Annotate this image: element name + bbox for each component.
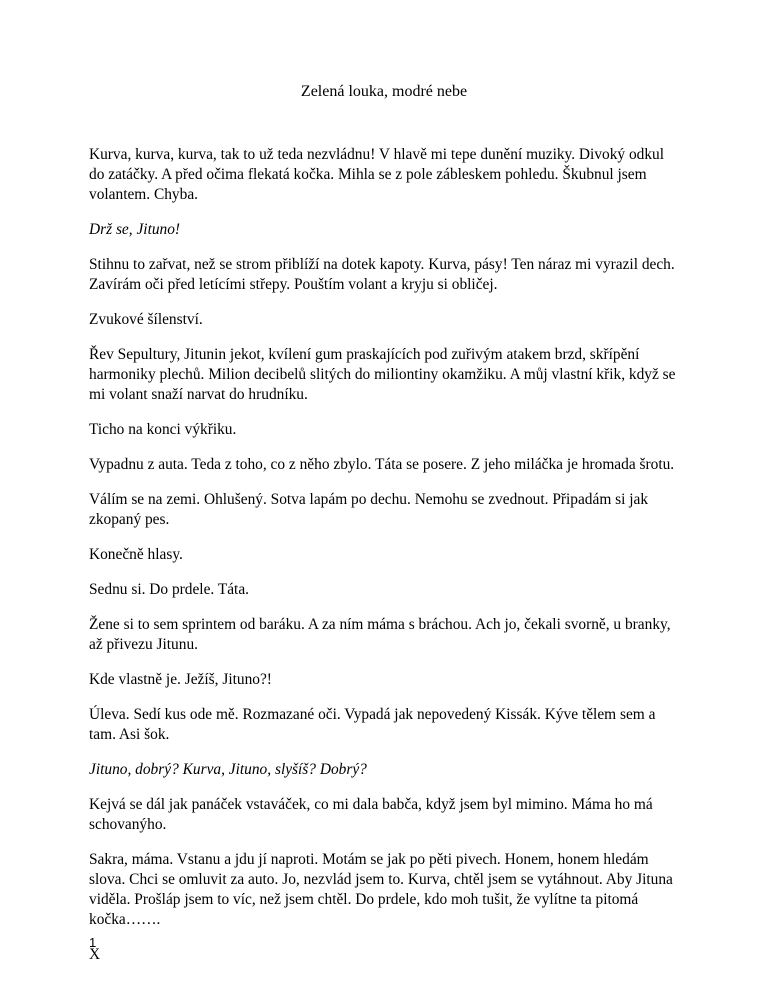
paragraph: Válím se na zemi. Ohlušený. Sotva lapám po dechu. Nemohu se zvednout. Připadám si jak zkopaný pes. (89, 491, 649, 528)
paragraph-dialogue: Drž se, Jituno! (89, 221, 181, 238)
page-number: 1 (89, 935, 97, 950)
paragraph: Kejvá se dál jak panáček vstaváček, co mi dala babča, když jsem byl mimino. Máma ho má schovanýho. (89, 796, 653, 833)
paragraph: Sakra, máma. Vstanu a jdu jí naproti. Motám se jak po pěti pivech. Honem, honem hledám slova. Chci se omluvit za auto. Jo, nezvlád jsem to. Kurva, chtěl jsem se vytáhnout. Aby Jituna viděla. Prošláp jsem to víc, než jsem chtěl. Do prdele, kdo moh tušit, že vylítne ta pitomá kočka……. (89, 851, 673, 928)
paragraph: Žene si to sem sprintem od baráku. A za ním máma s bráchou. Ach jo, čekali svorně, u branky, až přivezu Jitunu. (89, 616, 671, 653)
paragraph: Vypadnu z auta. Teda z toho, co z něho zbylo. Táta se posere. Z jeho miláčka je hromada šrotu. (89, 456, 675, 473)
paragraph: Zvukové šílenství. (89, 311, 203, 328)
paragraph: Úleva. Sedí kus ode mě. Rozmazané oči. Vypadá jak nepovedený Kissák. Kýve tělem sem a tam. Asi šok. (89, 706, 656, 743)
paragraph: Konečně hlasy. (89, 546, 183, 563)
paragraph: Stihnu to zařvat, než se strom přiblíží na dotek kapoty. Kurva, pásy! Ten náraz mi vyrazil dech. Zavírám oči před letícími střepy. Pouštím volant a kryju si obličej. (89, 256, 675, 293)
paragraph: Kde vlastně je. Ježíš, Jituno?! (89, 671, 272, 688)
paragraph: Ticho na konci výkřiku. (89, 421, 237, 438)
paragraph-dialogue: Jituno, dobrý? Kurva, Jituno, slyšíš? Dobrý? (89, 761, 367, 778)
paragraph: Kurva, kurva, kurva, tak to už teda nezvládnu! V hlavě mi tepe dunění muziky. Divoký odkul do zatáčky. A před očima flekatá kočka. Mihla se z pole zábleskem pohledu. Škubnul jsem volantem. Chyba. (89, 146, 665, 203)
paragraph: Řev Sepultury, Jitunin jekot, kvílení gum praskajících pod zuřivým atakem brzd, skřípění harmoniky plechů. Milion decibelů slitých do miliontiny okamžiku. A můj vlastní křik, když se mi volant snaží narvat do hrudníku. (89, 346, 676, 403)
document-title: Zelená louka, modré nebe (300, 83, 468, 100)
paragraph: Sednu si. Do prdele. Táta. (89, 581, 250, 598)
document-body (89, 145, 681, 980)
section-separator: X (89, 946, 101, 963)
